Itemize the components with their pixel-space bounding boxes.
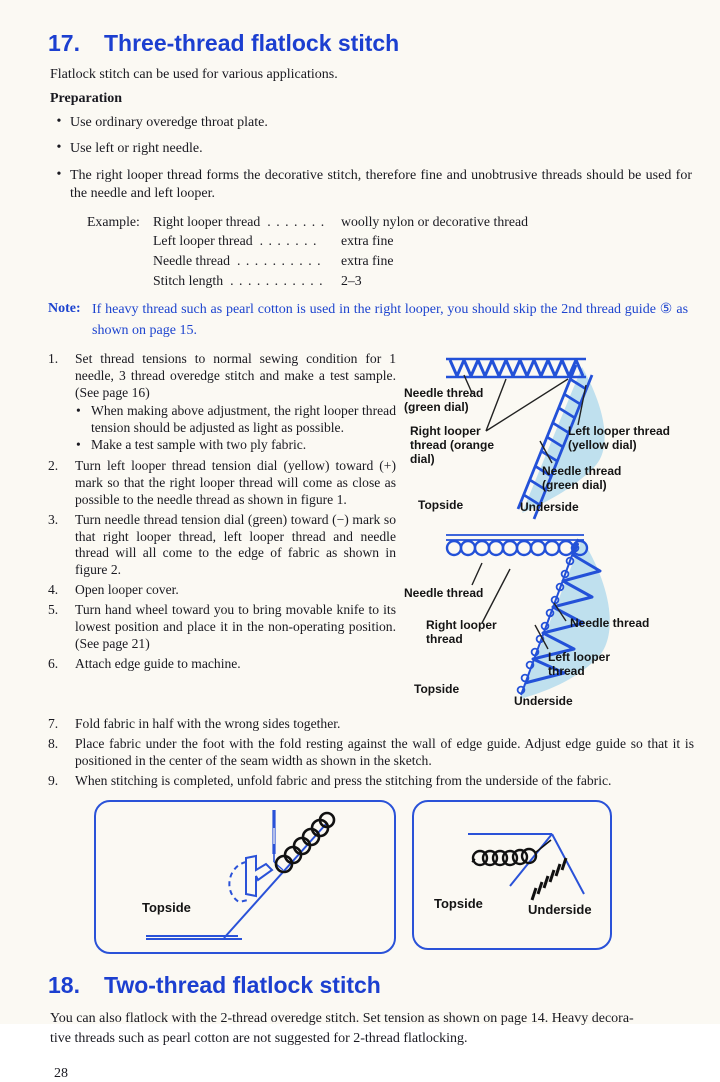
sub-bullet: • Make a test sample with two ply fabric. — [76, 437, 307, 453]
sketch-1-illustration — [96, 802, 389, 947]
example-row-name: Right looper thread . . . . . . . — [153, 213, 326, 229]
step-item — [48, 582, 396, 599]
section-18-title: Two-thread flatlock stitch — [103, 971, 381, 998]
example-row-value: 2–3 — [341, 272, 362, 288]
step-item — [48, 656, 396, 673]
example-row-name: Stitch length . . . . . . . . . . . — [153, 272, 324, 288]
step-text: Set thread tensions to normal sewing condition for 1 needle, 3 thread overedge stitch and make a test sample. (See page 16) • When making above adjustment, the right looper thread tension should be adjusted as light as possible. • Make a test sample with two ply fabric. — [75, 351, 396, 453]
bullet-glyph: • — [56, 114, 62, 129]
label-topside: Topside — [434, 895, 483, 911]
label-topside: Topside — [418, 498, 464, 513]
example-row-name: Needle thread . . . . . . . . . . — [153, 253, 322, 269]
step-text: Turn hand wheel toward you to bring movable knife to its lowest position and place it in the non-operating position. (See page 21) — [75, 602, 396, 651]
label-needle-thread-top: Needle thread (green dial) — [404, 386, 484, 414]
label-underside: Underside — [520, 500, 579, 515]
topside-loop-band — [446, 535, 587, 555]
step-text: Open looper cover. — [75, 582, 179, 598]
step-number: 6. — [48, 655, 59, 671]
preparation-bullets — [48, 114, 694, 204]
steps-7-9 — [48, 716, 694, 789]
label-needle-thread-top: Needle thread — [404, 586, 484, 601]
step-text: Fold fabric in half with the wrong sides together. — [75, 716, 341, 732]
label-topside: Topside — [142, 899, 191, 915]
thread-guide-5-badge: ⑤ — [659, 300, 673, 317]
step-number: 9. — [48, 772, 59, 788]
label-needle-thread-under: Needle thread (green dial) — [542, 464, 622, 492]
preparation-heading: Preparation — [50, 91, 123, 106]
example-row-value: extra fine — [341, 253, 394, 269]
sketch-topside-sewing — [94, 800, 396, 954]
step-number: 3. — [48, 511, 59, 527]
section-18-heading — [48, 972, 694, 999]
example-table — [87, 212, 694, 290]
bullet-text: The right looper thread forms the decorative stitch, therefore fine and unobtrusive threads should be used for the needle and left looper. — [70, 167, 692, 202]
steps-and-figures — [48, 351, 694, 712]
step-number: 1. — [48, 351, 59, 367]
figure-column — [402, 351, 712, 712]
bullet-text: Use ordinary overedge throat plate. — [70, 115, 268, 130]
step-number: 2. — [48, 458, 59, 474]
sketch-row — [94, 800, 694, 954]
sketch-finished-stitch — [412, 800, 612, 950]
intro-paragraph: Flatlock stitch can be used for various applications. — [50, 67, 338, 82]
bullet-glyph: • — [56, 140, 62, 156]
label-underside: Underside — [514, 694, 573, 709]
label-left-looper-thread: Left looper thread (yellow dial) — [568, 424, 671, 452]
note-block — [48, 298, 694, 341]
step-item — [48, 716, 694, 733]
label-right-looper-thread: Right looper thread — [426, 618, 497, 646]
step-number: 7. — [48, 716, 59, 732]
step-text: Attach edge guide to machine. — [75, 655, 241, 671]
step-number: 5. — [48, 602, 59, 617]
underside-dashes — [532, 858, 566, 900]
label-underside: Underside — [528, 901, 592, 917]
bullet-glyph: • — [76, 437, 81, 453]
note-text: If heavy thread such as pearl cotton is used in the right looper, you should skip the 2nd thread guide ⑤ as shown on page 15. — [92, 300, 689, 339]
step-item — [48, 773, 694, 790]
figure-1-flatlock-diagram — [402, 351, 712, 523]
step-text: Turn left looper thread tension dial (yellow) toward (+) mark so that the right looper thread will come as close as possible to the needle thread as shown in figure 1. — [75, 458, 396, 507]
bullet-glyph: • — [76, 402, 81, 418]
step-item — [48, 351, 396, 455]
sketch-2-illustration — [414, 802, 605, 943]
label-left-looper-thread: Left looper thread — [548, 650, 610, 678]
step-item — [48, 512, 396, 579]
section-17-title: Three-thread flatlock stitch — [103, 30, 400, 56]
bullet-item — [48, 140, 694, 158]
coil-stitches — [276, 813, 334, 872]
coil-stitches — [472, 840, 551, 865]
bullet-item — [48, 114, 694, 132]
section-18-number: 18. — [48, 971, 80, 998]
step-text: When stitching is completed, unfold fabric and press the stitching from the underside of the fabric. — [75, 772, 612, 788]
step-text: Turn needle thread tension dial (green) toward (−) mark so that right looper thread, left looper thread and needle thread will all come to the edge of fabric as shown in figure 2. — [75, 511, 396, 578]
section-18-body: You can also flatlock with the 2-thread overedge stitch. Set tension as shown on page 14. Heavy decora- tive threads such as pearl cotton are not suggested for 2-thread flatlocking. — [50, 1010, 634, 1047]
topside-stitch-band — [446, 359, 586, 377]
bullet-glyph: • — [56, 166, 62, 182]
figure-2-flatlock-diagram — [402, 527, 712, 712]
section-17-heading — [48, 30, 694, 57]
steps-1-6 — [48, 351, 396, 712]
step-number: 4. — [48, 582, 59, 598]
step-item — [48, 602, 396, 653]
note-label: Note: — [48, 301, 81, 317]
step-text: Place fabric under the foot with the fold resting against the wall of edge guide. Adjust edge guide so that it is positioned in the center of the seam width as shown in the sketch. — [75, 736, 694, 768]
example-row-value: woolly nylon or decorative thread — [341, 213, 528, 229]
step-number: 8. — [48, 736, 59, 752]
label-topside: Topside — [414, 682, 460, 697]
example-row-name: Left looper thread . . . . . . . — [153, 233, 318, 249]
bullet-text: Use left or right needle. — [70, 141, 203, 157]
section-17-number: 17. — [48, 30, 80, 56]
bullet-item — [48, 167, 694, 204]
step-item — [48, 736, 694, 770]
step-item — [48, 458, 396, 509]
label-needle-thread-under: Needle thread — [570, 616, 650, 631]
example-row-value: extra fine — [341, 233, 394, 249]
label-right-looper-thread: Right looper thread (orange dial) — [410, 424, 495, 466]
page-number: 28 — [54, 1066, 68, 1081]
sub-bullet: • When making above adjustment, the right looper thread tension should be adjusted as light as possible. — [76, 402, 396, 435]
example-label: Example: — [87, 213, 140, 229]
